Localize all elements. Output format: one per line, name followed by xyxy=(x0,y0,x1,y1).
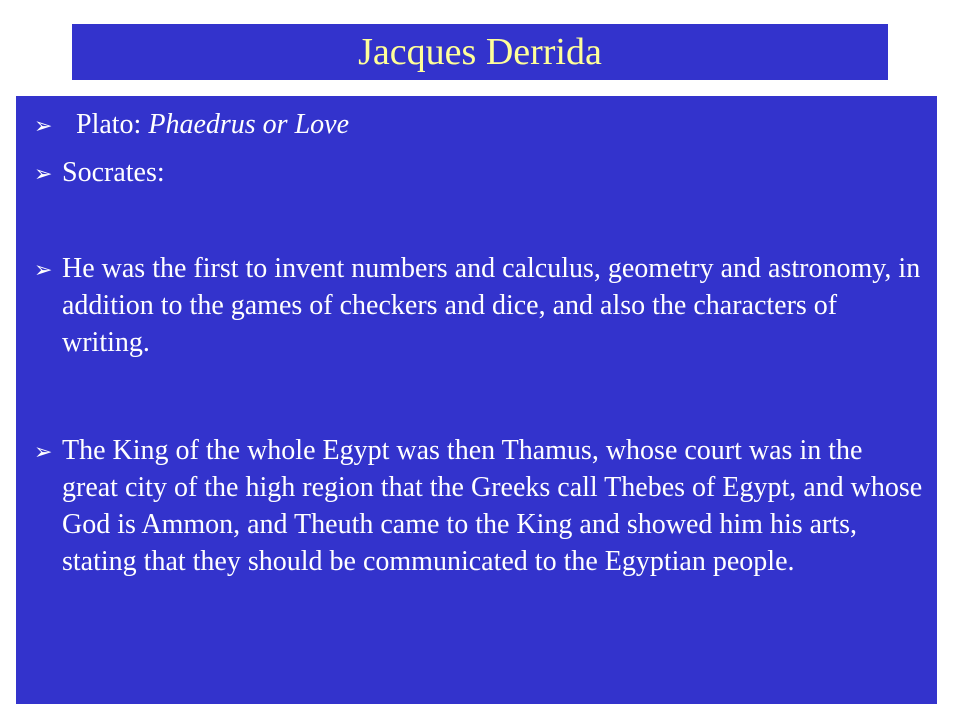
bullet-item xyxy=(34,250,924,361)
bullet-emphasis: Phaedrus or Love xyxy=(148,109,349,140)
slide-title: Jacques Derrida xyxy=(358,31,602,73)
bullet-text: He was the first to invent numbers and calculus, geometry and astronomy, in addition to the games of checkers and dice, and also the characters of writing. xyxy=(62,253,921,358)
bullet-item xyxy=(34,432,924,580)
bullet-text: The King of the whole Egypt was then Thamus, whose court was in the great city of the high region that the Greeks call Thebes of Egypt, and whose God is Ammon, and Theuth came to the King and showed him his arts, stating that they should be communicated to the Egyptian people. xyxy=(62,435,923,577)
arrowhead-bullet-icon: ➢ xyxy=(34,258,53,283)
bullet-text xyxy=(62,106,924,145)
bullet-prefix: Plato: xyxy=(76,109,149,140)
bullet-text: Socrates: xyxy=(62,157,165,188)
arrowhead-bullet-icon: ➢ xyxy=(34,440,53,465)
content-box xyxy=(16,96,937,704)
arrowhead-bullet-icon: ➢ xyxy=(34,162,53,187)
arrowhead-bullet-icon: ➢ xyxy=(34,114,53,139)
bullet-item xyxy=(34,106,924,145)
title-bar xyxy=(72,24,888,80)
bullet-item xyxy=(34,154,924,193)
